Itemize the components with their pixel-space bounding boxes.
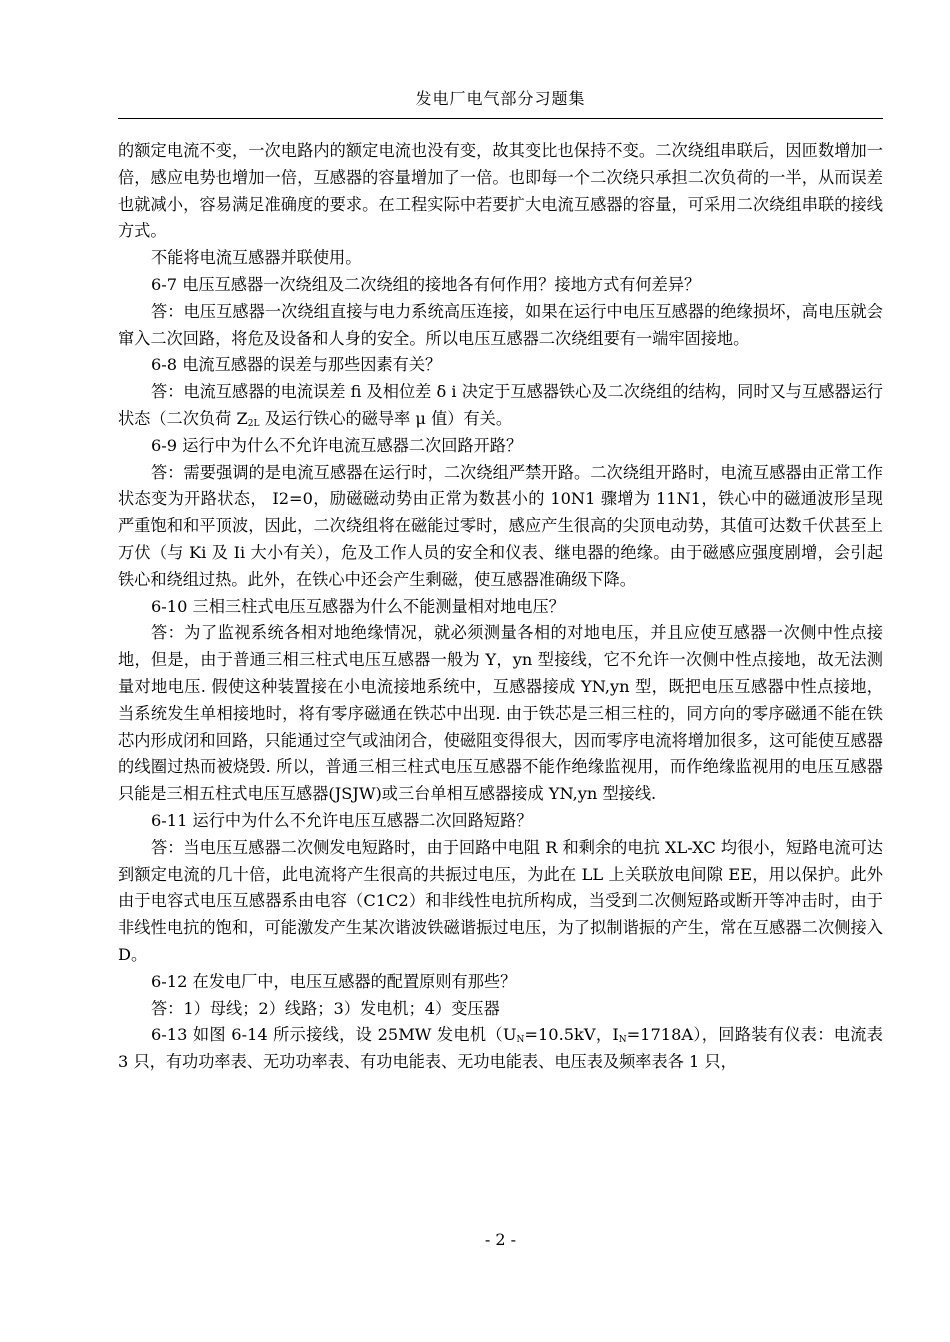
question-6-13-text-c: =1718A），回路装有仪表：电流表 3 只，有功功率表、无功功率表、有功电能表、无功电能表、电压表及频率表各 1 只，	[118, 1025, 883, 1072]
question-6-13-text-b: =10.5kV，I	[524, 1025, 619, 1045]
answer-6-8-text-b: 及运行铁心的磁导率 μ 值）有关。	[259, 408, 513, 428]
answer-6-11: 答：当电压互感器二次侧发电短路时，由于回路中电阻 R 和剩余的电抗 XL-XC 均很小，短路电流可达到额定电流的几十倍，此电流将产生很高的共振过电压，为此在 LL 上关联放电间隙 EE，用以保护。此外由于电容式电压互感器系由电容（C1C2）和非线性电抗所构成，当受到二次侧短路或断开等冲击时，由于非线性电抗的饱和，可能激发产生某次谐波铁磁谐振过电压，为了拟制谐振的产生，常在互感器二次侧接入 D。	[118, 837, 883, 964]
paragraph-no-parallel: 不能将电流互感器并联使用。	[151, 248, 362, 268]
question-6-13-text-a: 6-13 如图 6-14 所示接线，设 25MW 发电机（U	[151, 1025, 517, 1045]
question-6-8: 6-8 电流互感器的误差与那些因素有关？	[151, 355, 442, 375]
question-6-13	[118, 1022, 883, 1076]
document-body	[118, 138, 883, 1076]
page-number: - 2 -	[484, 1230, 517, 1249]
question-6-12: 6-12 在发电厂中，电压互感器的配置原则有那些？	[151, 971, 517, 991]
question-6-9: 6-9 运行中为什么不允许电流互感器二次回路开路？	[151, 435, 523, 455]
answer-6-12: 答：1）母线；2）线路；3）发电机；4）变压器	[151, 998, 500, 1018]
answer-6-7: 答：电压互感器一次绕组直接与电力系统高压连接，如果在运行中电压互感器的绝缘损坏，高电压就会窜入二次回路，将危及设备和人身的安全。所以电压互感器二次绕组要有一端牢固接地。	[118, 301, 883, 348]
question-6-10: 6-10 三相三柱式电压互感器为什么不能测量相对地电压？	[151, 596, 565, 616]
answer-6-8	[118, 379, 883, 433]
header-divider	[118, 118, 883, 119]
question-6-7: 6-7 电压互感器一次绕组及二次绕组的接地各有何作用？接地方式有何差异？	[151, 274, 701, 294]
page-header-title: 发电厂电气部分习题集	[415, 89, 586, 108]
question-6-11: 6-11 运行中为什么不允许电压互感器二次回路短路？	[151, 810, 533, 830]
paragraph-continuation: 的额定电流不变，一次电路内的额定电流也没有变，故其变比也保持不变。二次绕组串联后，因匝数增加一倍，感应电势也增加一倍，互感器的容量增加了一倍。也即每一个二次绕只承担二次负荷的一半，从而误差也就减小，容易满足准确度的要求。在工程实际中若要扩大电流互感器的容量，可采用二次绕组串联的接线方式。	[118, 141, 883, 241]
question-6-13-sub-un: N	[516, 1035, 525, 1046]
answer-6-8-subscript: 2L	[247, 418, 260, 429]
answer-6-9: 答：需要强调的是电流互感器在运行时，二次绕组严禁开路。二次绕组开路时，电流互感器由正常工作状态变为开路状态， I2=0，励磁磁动势由正常为数甚小的 10N1 骤增为 11N1，铁心中的磁通波形呈现严重饱和和平顶波，因此，二次绕组将在磁能过零时，感应产生很高的尖顶电动势，其值可达数千伏甚至上万伏（与 Ki 及 Ii 大小有关），危及工作人员的安全和仪表、继电器的绝缘。由于磁感应强度剧增，会引起铁心和绕组过热。此外，在铁心中还会产生剩磁，使互感器准确级下降。	[118, 462, 883, 589]
answer-6-8-text-a: 答：电流互感器的电流误差 fi 及相位差 δ i 决定于互感器铁心及二次绕组的结构，同时又与互感器运行状态（二次负荷 Z	[118, 382, 883, 428]
answer-6-10: 答：为了监视系统各相对地绝缘情况，就必须测量各相的对地电压，并且应使互感器一次侧中性点接地，但是，由于普通三相三柱式电压互感器一般为 Y，yn 型接线，它不允许一次侧中性点接地，故无法测量对地电压. 假使这种装置接在小电流接地系统中，互感器接成 YN,yn 型，既把电压互感器中性点接地，当系统发生单相接地时，将有零序磁通在铁芯中出现. 由于铁芯是三相三柱的，同方向的零序磁通不能在铁芯内形成闭和回路，只能通过空气或油闭合，使磁阻变得很大，因而零序电流将增加很多，这可能使互感器的线圈过热而被烧毁. 所以，普通三相三柱式电压互感器不能作绝缘监视用，而作绝缘监视用的电压互感器只能是三相五柱式电压互感器(JSJW)或三台单相互感器接成 YN,yn 型接线.	[118, 623, 883, 804]
question-6-13-sub-in: N	[618, 1035, 627, 1046]
